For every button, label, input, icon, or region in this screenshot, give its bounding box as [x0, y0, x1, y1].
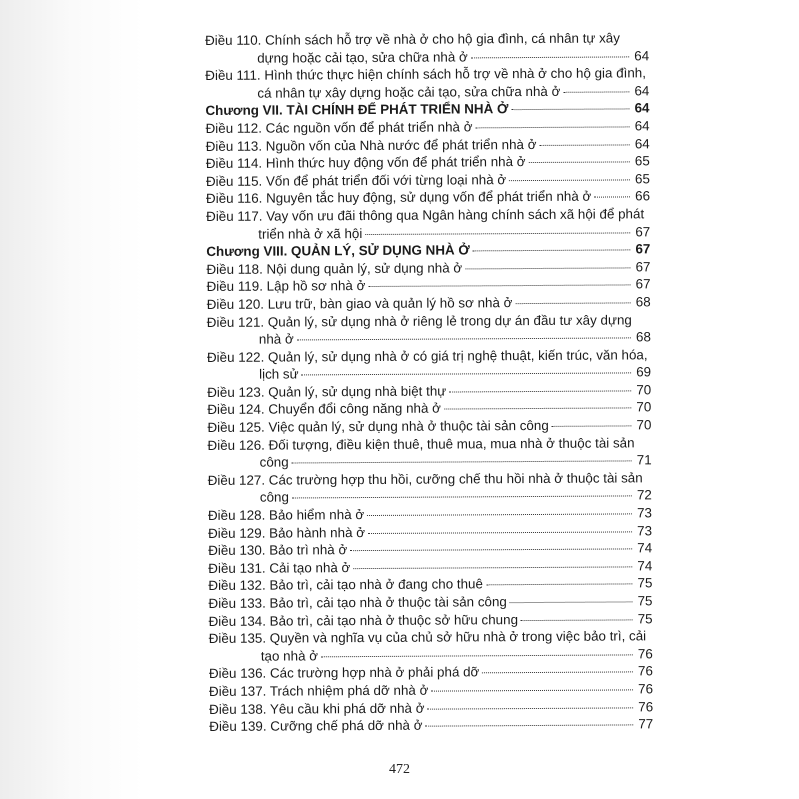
toc-entry-title-line: Điều 115. Vốn để phát triển đối với từng loại nhà ở	[205, 171, 507, 189]
toc-entry-title-line: Điều 134. Bảo trì, cải tạo nhà ở thuộc sở hữu chung	[208, 611, 519, 629]
toc-entry-title-line: dựng hoặc cải tạo, sửa chữa nhà ở	[257, 48, 468, 66]
page-number: 472	[389, 762, 410, 777]
toc-entry-title-line: Điều 129. Bảo hành nhà ở	[208, 524, 366, 541]
toc-entry-title-line: Chương VIII. QUẢN LÝ, SỬ DỤNG NHÀ Ở	[206, 242, 470, 260]
toc-entry-title-line: Điều 120. Lưu trữ, bàn giao và quản lý hồ sơ nhà ở	[206, 295, 513, 312]
toc-page-ref: 73	[637, 522, 653, 538]
dot-leader	[353, 566, 632, 569]
toc-entry-title-line: Điều 113. Nguồn vốn của Nhà nước để phát triển nhà ở	[205, 136, 537, 154]
toc-entry-title-line: cá nhân tự xây dựng hoặc cải tạo, sửa chữa nhà ở	[257, 83, 561, 101]
dot-leader	[365, 232, 630, 235]
toc-entry-title-line: Điều 127. Các trường hợp thu hồi, cưỡng chế thu hồi nhà ở thuộc tài sản	[207, 470, 643, 488]
toc-entry-title-line: Điều 135. Quyền và nghĩa vụ của chủ sở hữu nhà ở trong việc bảo trì, cải	[208, 628, 647, 647]
dot-leader	[473, 250, 631, 252]
toc-page-ref: 71	[636, 452, 652, 468]
dot-leader	[292, 461, 632, 464]
toc-entry	[209, 627, 653, 665]
toc-entry-title-line: công	[259, 489, 289, 506]
toc-entry-title-line: Điều 125. Việc quản lý, sử dụng nhà ở thuộc tài sản công	[207, 417, 549, 436]
toc-entry-title-line: Điều 128. Bảo hiểm nhà ở	[207, 507, 365, 524]
toc-page-ref: 75	[637, 610, 653, 626]
dot-leader	[486, 584, 632, 586]
toc-page-ref: 77	[638, 716, 654, 732]
toc-page-ref: 70	[636, 399, 652, 415]
dot-leader	[509, 179, 630, 181]
dot-leader	[427, 707, 633, 709]
dot-leader	[510, 601, 633, 603]
toc-entry-title-line: Điều 130. Bảo trì nhà ở	[208, 542, 348, 559]
dot-leader	[465, 267, 630, 269]
toc-entry-title-line: công	[259, 454, 289, 470]
dot-leader	[425, 725, 633, 727]
toc-page-ref: 67	[635, 276, 651, 292]
dot-leader	[431, 689, 633, 691]
toc-page-ref: 64	[634, 100, 650, 116]
toc-entry-title-line: Điều 131. Cải tạo nhà ở	[208, 559, 351, 576]
toc-entry-title-line: Điều 110. Chính sách hỗ trợ về nhà ở cho hộ gia đình, cá nhân tự xây	[205, 30, 620, 48]
toc-page-ref: 64	[634, 135, 650, 151]
dot-leader	[367, 513, 632, 516]
toc-entry-title-line: Chương VII. TÀI CHÍNH ĐỂ PHÁT TRIỂN NHÀ Ở	[205, 101, 509, 119]
toc-page-ref: 73	[636, 505, 652, 521]
toc-entry-title-line: Điều 122. Quản lý, sử dụng nhà ở có giá trị nghệ thuật, kiến trúc, văn hóa,	[206, 346, 648, 365]
toc-entry	[205, 64, 649, 102]
dot-leader	[552, 425, 632, 426]
dot-leader	[529, 162, 630, 164]
dot-leader	[594, 197, 630, 198]
dot-leader	[539, 144, 629, 146]
toc-page-ref: 76	[637, 646, 653, 662]
toc-entry	[207, 311, 651, 349]
dot-leader	[350, 549, 632, 552]
toc-entry-line	[209, 715, 653, 735]
toc-page-ref: 65	[634, 171, 650, 187]
toc-page-ref: 75	[637, 593, 653, 609]
toc-entry-title-line: Điều 136. Các trường hợp nhà ở phải phá dỡ	[208, 664, 480, 682]
dot-leader	[292, 496, 632, 499]
toc-entry-title-line: tạo nhà ở	[260, 648, 319, 664]
toc-entry-title-line: lịch sử	[259, 366, 299, 382]
toc-entry-title-line: Điều 121. Quản lý, sử dụng nhà ở riêng lẻ trong dự án đầu tư xây dựng	[206, 311, 632, 330]
toc-entry-title-line: Điều 126. Đối tượng, điều kiện thuê, thuê mua, mua nhà ở thuộc tài sản	[207, 435, 635, 453]
toc-entry	[207, 434, 651, 472]
dot-leader	[511, 109, 629, 111]
toc-entry-title-line: Điều 119. Lập hồ sơ nhà ở	[206, 278, 366, 295]
toc-page-ref: 74	[637, 558, 653, 574]
toc-page-ref: 70	[636, 417, 652, 433]
toc-page-ref: 64	[634, 118, 650, 134]
toc-entry-title-line: Điều 116. Nguyên tắc huy động, sử dụng vốn để phát triển nhà ở	[205, 188, 592, 207]
dot-leader	[321, 654, 633, 657]
toc-page-ref: 76	[638, 698, 654, 714]
toc-page-ref: 64	[634, 47, 650, 63]
dot-leader	[302, 373, 632, 376]
dot-leader	[521, 619, 633, 621]
toc-entry	[206, 205, 650, 243]
toc-page-ref: 65	[634, 153, 650, 169]
toc-page-ref: 68	[635, 329, 651, 345]
toc-page-ref: 69	[636, 364, 652, 380]
toc-entry-title-line: Điều 133. Bảo trì, cải tạo nhà ở thuộc tài sản công	[208, 594, 507, 611]
toc-entry	[208, 469, 652, 507]
toc-entry-title-line: Điều 123. Quản lý, sử dụng nhà biệt thự	[207, 383, 447, 400]
dot-leader	[368, 285, 630, 288]
toc-entry-title-line: Điều 117. Vay vốn ưu đãi thông qua Ngân hàng chính sách xã hội để phát	[206, 206, 645, 224]
toc-entry-title-line: Điều 139. Cưỡng chế phá dỡ nhà ở	[209, 717, 423, 735]
dot-leader	[444, 408, 631, 410]
toc-entry-title-line: nhà ở	[258, 331, 294, 347]
toc-entry-title-line: Điều 137. Trách nhiệm phá dỡ nhà ở	[208, 682, 429, 699]
dot-leader	[475, 126, 629, 128]
toc-page-ref: 66	[635, 188, 651, 204]
dot-leader	[368, 531, 632, 534]
toc-entry-title-line: Điều 132. Bảo trì, cải tạo nhà ở đang cho thuê	[208, 576, 483, 594]
toc-entry-title-line: Điều 111. Hình thức thực hiện chính sách hỗ trợ về nhà ở cho hộ gia đình,	[205, 65, 647, 84]
dot-leader	[482, 672, 633, 674]
table-of-contents	[205, 29, 653, 735]
toc-page-ref: 67	[635, 223, 651, 239]
toc-page-ref: 76	[637, 663, 653, 679]
toc-page-ref: 75	[637, 575, 653, 591]
toc-entry-title-line: Điều 114. Hình thức huy động vốn để phát triển nhà ở	[205, 154, 526, 172]
toc-page-ref: 67	[635, 241, 651, 257]
dot-leader	[449, 390, 631, 392]
toc-entry	[205, 29, 649, 67]
dot-leader	[563, 91, 629, 92]
toc-page-ref: 72	[636, 487, 652, 503]
toc-entry-title-line: Điều 124. Chuyển đổi công năng nhà ở	[207, 401, 441, 418]
toc-page-ref: 64	[634, 83, 650, 99]
dot-leader	[297, 337, 631, 340]
toc-entry	[207, 346, 651, 384]
toc-page-ref: 68	[635, 294, 651, 310]
toc-page-ref: 67	[635, 259, 651, 275]
toc-page-ref: 70	[636, 382, 652, 398]
toc-page-ref: 74	[637, 540, 653, 556]
dot-leader	[471, 56, 629, 58]
toc-entry-title-line: triển nhà ở xã hội	[258, 225, 363, 242]
dot-leader	[515, 302, 630, 304]
toc-entry-title-line: Điều 138. Yêu cầu khi phá dỡ nhà ở	[209, 700, 425, 717]
toc-page-ref: 76	[638, 681, 654, 697]
toc-entry-title-line: Điều 118. Nội dung quản lý, sử dụng nhà ở	[206, 260, 463, 277]
toc-entry-title-line: Điều 112. Các nguồn vốn để phát triển nhà ở	[205, 119, 473, 136]
toc-entry	[209, 715, 653, 735]
